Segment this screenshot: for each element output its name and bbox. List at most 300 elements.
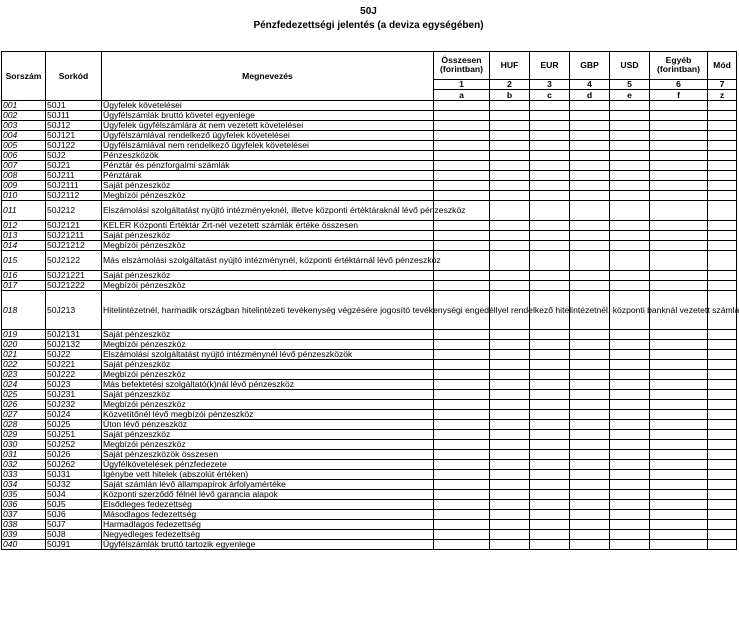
value-cell[interactable] (708, 470, 737, 480)
value-cell[interactable] (708, 101, 737, 111)
col-letter: f (650, 90, 708, 101)
value-cell[interactable] (650, 460, 708, 470)
value-cell[interactable] (570, 271, 610, 281)
value-cell[interactable] (610, 380, 650, 390)
value-cell[interactable] (434, 540, 490, 550)
value-cell[interactable] (610, 460, 650, 470)
value-cell[interactable] (434, 101, 490, 111)
value-cell[interactable] (490, 171, 530, 181)
value-cell[interactable] (530, 171, 570, 181)
value-cell[interactable] (434, 111, 490, 121)
value-cell[interactable] (650, 171, 708, 181)
row-description: Saját pénzeszközök összesen (102, 450, 434, 460)
value-cell[interactable] (490, 470, 530, 480)
value-cell[interactable] (530, 370, 570, 380)
value-cell[interactable] (708, 540, 737, 550)
col-header-other: Egyéb (forintban) (650, 52, 708, 80)
value-cell[interactable] (530, 410, 570, 420)
value-cell[interactable] (610, 251, 650, 271)
value-cell[interactable] (434, 151, 490, 161)
value-cell[interactable] (530, 390, 570, 400)
value-cell[interactable] (570, 520, 610, 530)
row-code: 50J22 (46, 350, 102, 360)
value-cell[interactable] (650, 251, 708, 271)
value-cell[interactable] (570, 340, 610, 350)
value-cell[interactable] (570, 400, 610, 410)
table-row (2, 390, 737, 400)
value-cell[interactable] (610, 141, 650, 151)
value-cell[interactable] (610, 151, 650, 161)
value-cell[interactable] (610, 221, 650, 231)
value-cell[interactable] (610, 271, 650, 281)
value-cell[interactable] (570, 440, 610, 450)
row-description: Ügyfélszámlák bruttó tartozik egyenlege (102, 540, 434, 550)
row-code: 50J122 (46, 141, 102, 151)
value-cell[interactable] (708, 181, 737, 191)
value-cell[interactable] (650, 500, 708, 510)
value-cell[interactable] (570, 480, 610, 490)
value-cell[interactable] (490, 490, 530, 500)
value-cell[interactable] (434, 131, 490, 141)
value-cell[interactable] (610, 181, 650, 191)
value-cell[interactable] (570, 470, 610, 480)
value-cell[interactable] (650, 141, 708, 151)
value-cell[interactable] (570, 500, 610, 510)
value-cell[interactable] (434, 410, 490, 420)
value-cell[interactable] (434, 241, 490, 251)
value-cell[interactable] (530, 121, 570, 131)
value-cell[interactable] (570, 181, 610, 191)
value-cell[interactable] (708, 510, 737, 520)
value-cell[interactable] (570, 330, 610, 340)
value-cell[interactable] (490, 480, 530, 490)
table-row (2, 400, 737, 410)
value-cell[interactable] (434, 251, 490, 271)
value-cell[interactable] (490, 450, 530, 460)
value-cell[interactable] (570, 420, 610, 430)
value-cell[interactable] (434, 121, 490, 131)
value-cell[interactable] (530, 340, 570, 350)
value-cell[interactable] (490, 400, 530, 410)
value-cell[interactable] (650, 221, 708, 231)
value-cell[interactable] (650, 410, 708, 420)
value-cell[interactable] (490, 221, 530, 231)
value-cell[interactable] (530, 101, 570, 111)
value-cell[interactable] (650, 370, 708, 380)
value-cell[interactable] (570, 151, 610, 161)
value-cell[interactable] (650, 380, 708, 390)
value-cell[interactable] (650, 131, 708, 141)
value-cell[interactable] (610, 530, 650, 540)
value-cell[interactable] (570, 510, 610, 520)
value-cell[interactable] (490, 510, 530, 520)
col-header-sorszam: Sorszám (2, 52, 46, 101)
value-cell[interactable] (570, 350, 610, 360)
value-cell[interactable] (434, 191, 490, 201)
value-cell[interactable] (434, 181, 490, 191)
value-cell[interactable] (434, 500, 490, 510)
value-cell[interactable] (490, 281, 530, 291)
value-cell[interactable] (530, 360, 570, 370)
value-cell[interactable] (708, 520, 737, 530)
value-cell[interactable] (530, 430, 570, 440)
value-cell[interactable] (530, 400, 570, 410)
value-cell[interactable] (570, 430, 610, 440)
value-cell[interactable] (650, 121, 708, 131)
table-row (2, 530, 737, 540)
value-cell[interactable] (708, 191, 737, 201)
value-cell[interactable] (650, 151, 708, 161)
value-cell[interactable] (530, 480, 570, 490)
value-cell[interactable] (708, 370, 737, 380)
value-cell[interactable] (490, 151, 530, 161)
value-cell[interactable] (708, 440, 737, 450)
value-cell[interactable] (530, 281, 570, 291)
value-cell[interactable] (490, 121, 530, 131)
value-cell[interactable] (490, 540, 530, 550)
value-cell[interactable] (530, 490, 570, 500)
value-cell[interactable] (610, 430, 650, 440)
value-cell[interactable] (650, 400, 708, 410)
row-code: 50J25 (46, 420, 102, 430)
value-cell[interactable] (610, 510, 650, 520)
value-cell[interactable] (434, 400, 490, 410)
value-cell[interactable] (434, 470, 490, 480)
value-cell[interactable] (570, 171, 610, 181)
value-cell[interactable] (530, 460, 570, 470)
value-cell[interactable] (570, 251, 610, 271)
value-cell[interactable] (610, 370, 650, 380)
value-cell[interactable] (434, 390, 490, 400)
value-cell[interactable] (490, 181, 530, 191)
value-cell[interactable] (434, 271, 490, 281)
value-cell[interactable] (570, 121, 610, 131)
table-row (2, 281, 737, 291)
value-cell[interactable] (570, 490, 610, 500)
value-cell[interactable] (708, 151, 737, 161)
value-cell[interactable] (570, 360, 610, 370)
value-cell[interactable] (530, 231, 570, 241)
value-cell[interactable] (610, 101, 650, 111)
value-cell[interactable] (650, 470, 708, 480)
value-cell[interactable] (610, 410, 650, 420)
value-cell[interactable] (610, 420, 650, 430)
value-cell[interactable] (530, 380, 570, 390)
value-cell[interactable] (434, 450, 490, 460)
value-cell[interactable] (708, 480, 737, 490)
value-cell[interactable] (530, 470, 570, 480)
value-cell[interactable] (708, 111, 737, 121)
value-cell[interactable] (490, 430, 530, 440)
value-cell[interactable] (434, 430, 490, 440)
value-cell[interactable] (708, 460, 737, 470)
value-cell[interactable] (530, 131, 570, 141)
value-cell[interactable] (570, 410, 610, 420)
value-cell[interactable] (650, 490, 708, 500)
value-cell[interactable] (434, 460, 490, 470)
value-cell[interactable] (434, 161, 490, 171)
table-row (2, 141, 737, 151)
value-cell[interactable] (434, 281, 490, 291)
value-cell[interactable] (570, 191, 610, 201)
value-cell[interactable] (708, 500, 737, 510)
value-cell[interactable] (490, 530, 530, 540)
value-cell[interactable] (650, 390, 708, 400)
value-cell[interactable] (708, 450, 737, 460)
value-cell[interactable] (434, 480, 490, 490)
value-cell[interactable] (708, 241, 737, 251)
value-cell[interactable] (708, 161, 737, 171)
value-cell[interactable] (434, 141, 490, 151)
value-cell[interactable] (650, 281, 708, 291)
value-cell[interactable] (570, 221, 610, 231)
value-cell[interactable] (570, 380, 610, 390)
value-cell[interactable] (650, 340, 708, 350)
value-cell[interactable] (708, 380, 737, 390)
value-cell[interactable] (650, 540, 708, 550)
value-cell[interactable] (490, 410, 530, 420)
value-cell[interactable] (708, 530, 737, 540)
value-cell[interactable] (708, 430, 737, 440)
value-cell[interactable] (708, 360, 737, 370)
value-cell[interactable] (650, 191, 708, 201)
value-cell[interactable] (570, 450, 610, 460)
value-cell[interactable] (434, 440, 490, 450)
value-cell[interactable] (610, 131, 650, 141)
value-cell[interactable] (708, 330, 737, 340)
table-row (2, 490, 737, 500)
value-cell[interactable] (530, 330, 570, 340)
value-cell[interactable] (530, 271, 570, 281)
value-cell[interactable] (610, 400, 650, 410)
row-description: Megbízói pénzeszköz (102, 340, 434, 350)
value-cell[interactable] (708, 121, 737, 131)
value-cell[interactable] (708, 201, 737, 221)
value-cell[interactable] (490, 141, 530, 151)
value-cell[interactable] (708, 231, 737, 241)
value-cell[interactable] (490, 251, 530, 271)
row-description: Közvetítőnél lévő megbízói pénzeszköz (102, 410, 434, 420)
value-cell[interactable] (610, 231, 650, 241)
value-cell[interactable] (530, 420, 570, 430)
value-cell[interactable] (530, 450, 570, 460)
value-cell[interactable] (490, 500, 530, 510)
value-cell[interactable] (610, 241, 650, 251)
value-cell[interactable] (434, 221, 490, 231)
value-cell[interactable] (610, 440, 650, 450)
value-cell[interactable] (570, 390, 610, 400)
value-cell[interactable] (490, 271, 530, 281)
value-cell[interactable] (530, 111, 570, 121)
value-cell[interactable] (610, 171, 650, 181)
value-cell[interactable] (570, 161, 610, 171)
value-cell[interactable] (530, 151, 570, 161)
value-cell[interactable] (530, 530, 570, 540)
value-cell[interactable] (530, 510, 570, 520)
value-cell[interactable] (490, 370, 530, 380)
value-cell[interactable] (570, 370, 610, 380)
value-cell[interactable] (434, 420, 490, 430)
value-cell[interactable] (610, 121, 650, 131)
value-cell[interactable] (708, 390, 737, 400)
value-cell[interactable] (490, 131, 530, 141)
value-cell[interactable] (490, 520, 530, 530)
value-cell[interactable] (490, 340, 530, 350)
value-cell[interactable] (570, 460, 610, 470)
value-cell[interactable] (490, 350, 530, 360)
value-cell[interactable] (434, 510, 490, 520)
value-cell[interactable] (434, 360, 490, 370)
table-row (2, 131, 737, 141)
value-cell[interactable] (708, 420, 737, 430)
value-cell[interactable] (708, 141, 737, 151)
row-code: 50J1 (46, 101, 102, 111)
value-cell[interactable] (610, 540, 650, 550)
value-cell[interactable] (570, 540, 610, 550)
value-cell[interactable] (490, 231, 530, 241)
value-cell[interactable] (530, 241, 570, 251)
value-cell[interactable] (434, 370, 490, 380)
value-cell[interactable] (650, 520, 708, 530)
row-description: Igénybe vett hitelek (abszolút értéken) (102, 470, 434, 480)
value-cell[interactable] (434, 380, 490, 390)
value-cell[interactable] (434, 490, 490, 500)
value-cell[interactable] (650, 450, 708, 460)
value-cell[interactable] (708, 171, 737, 181)
table-row (2, 101, 737, 111)
value-cell[interactable] (650, 231, 708, 241)
value-cell[interactable] (610, 520, 650, 530)
value-cell[interactable] (650, 420, 708, 430)
value-cell[interactable] (650, 201, 708, 221)
value-cell[interactable] (610, 201, 650, 221)
value-cell[interactable] (708, 271, 737, 281)
value-cell[interactable] (570, 530, 610, 540)
value-cell[interactable] (708, 131, 737, 141)
value-cell[interactable] (650, 480, 708, 490)
value-cell[interactable] (650, 330, 708, 340)
value-cell[interactable] (650, 271, 708, 281)
value-cell[interactable] (530, 201, 570, 221)
value-cell[interactable] (490, 330, 530, 340)
value-cell[interactable] (610, 281, 650, 291)
value-cell[interactable] (530, 221, 570, 231)
value-cell[interactable] (434, 520, 490, 530)
value-cell[interactable] (490, 111, 530, 121)
value-cell[interactable] (490, 380, 530, 390)
col-header-huf: HUF (490, 52, 530, 80)
value-cell[interactable] (610, 360, 650, 370)
value-cell[interactable] (610, 490, 650, 500)
row-number: 010 (2, 191, 46, 201)
value-cell[interactable] (570, 241, 610, 251)
row-code: 50J12 (46, 121, 102, 131)
value-cell[interactable] (570, 101, 610, 111)
value-cell[interactable] (610, 191, 650, 201)
value-cell[interactable] (530, 350, 570, 360)
row-number: 012 (2, 221, 46, 231)
value-cell[interactable] (434, 171, 490, 181)
value-cell[interactable] (530, 181, 570, 191)
value-cell[interactable] (530, 540, 570, 550)
value-cell[interactable] (490, 241, 530, 251)
value-cell[interactable] (610, 350, 650, 360)
value-cell[interactable] (434, 330, 490, 340)
value-cell[interactable] (708, 410, 737, 420)
value-cell[interactable] (650, 530, 708, 540)
value-cell[interactable] (650, 101, 708, 111)
value-cell[interactable] (490, 360, 530, 370)
value-cell[interactable] (708, 490, 737, 500)
col-number: 1 (434, 79, 490, 90)
value-cell[interactable] (610, 340, 650, 350)
value-cell[interactable] (610, 450, 650, 460)
value-cell[interactable] (650, 350, 708, 360)
value-cell[interactable] (708, 281, 737, 291)
value-cell[interactable] (490, 390, 530, 400)
col-header-usd: USD (610, 52, 650, 80)
value-cell[interactable] (570, 141, 610, 151)
value-cell[interactable] (610, 480, 650, 490)
value-cell[interactable] (434, 340, 490, 350)
value-cell[interactable] (434, 530, 490, 540)
value-cell[interactable] (610, 161, 650, 171)
value-cell[interactable] (530, 161, 570, 171)
row-number: 023 (2, 370, 46, 380)
value-cell[interactable] (434, 231, 490, 241)
value-cell[interactable] (490, 191, 530, 201)
value-cell[interactable] (610, 500, 650, 510)
value-cell[interactable] (530, 191, 570, 201)
value-cell[interactable] (708, 340, 737, 350)
value-cell[interactable] (490, 201, 530, 221)
value-cell[interactable] (610, 390, 650, 400)
value-cell[interactable] (570, 131, 610, 141)
value-cell[interactable] (650, 360, 708, 370)
value-cell[interactable] (610, 470, 650, 480)
value-cell[interactable] (434, 350, 490, 360)
value-cell[interactable] (570, 111, 610, 121)
row-code: 50J222 (46, 370, 102, 380)
value-cell[interactable] (530, 440, 570, 450)
value-cell[interactable] (530, 500, 570, 510)
value-cell[interactable] (650, 440, 708, 450)
value-cell[interactable] (650, 241, 708, 251)
value-cell[interactable] (650, 430, 708, 440)
value-cell[interactable] (530, 141, 570, 151)
value-cell[interactable] (708, 251, 737, 271)
value-cell[interactable] (490, 101, 530, 111)
value-cell[interactable] (708, 350, 737, 360)
value-cell[interactable] (570, 231, 610, 241)
value-cell[interactable] (650, 510, 708, 520)
value-cell[interactable] (610, 330, 650, 340)
value-cell[interactable] (490, 460, 530, 470)
value-cell[interactable] (650, 111, 708, 121)
value-cell[interactable] (530, 520, 570, 530)
value-cell[interactable] (570, 281, 610, 291)
value-cell[interactable] (650, 161, 708, 171)
value-cell[interactable] (708, 400, 737, 410)
value-cell[interactable] (610, 111, 650, 121)
value-cell[interactable] (530, 251, 570, 271)
value-cell[interactable] (490, 420, 530, 430)
value-cell[interactable] (490, 161, 530, 171)
value-cell[interactable] (490, 440, 530, 450)
value-cell[interactable] (650, 181, 708, 191)
value-cell[interactable] (708, 221, 737, 231)
value-cell[interactable] (570, 201, 610, 221)
